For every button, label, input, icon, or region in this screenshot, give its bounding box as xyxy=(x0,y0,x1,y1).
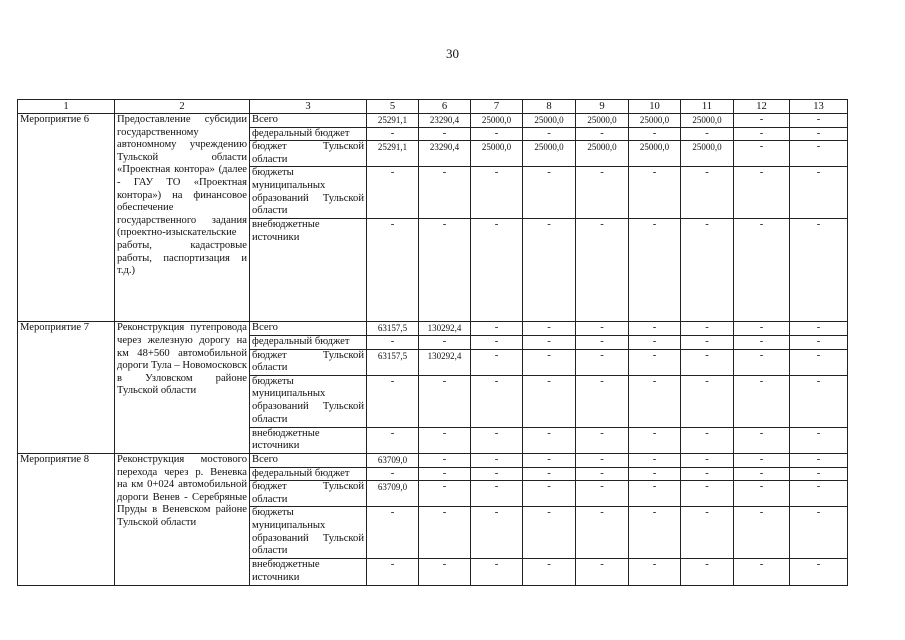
value-cell: - xyxy=(681,127,734,141)
value-cell: - xyxy=(790,507,848,559)
value-cell: - xyxy=(681,167,734,219)
value-cell: 25000,0 xyxy=(681,114,734,128)
value-cell: - xyxy=(471,322,523,336)
table-row xyxy=(18,114,848,128)
value-cell: - xyxy=(790,375,848,427)
value-cell: - xyxy=(629,481,681,507)
value-cell: - xyxy=(576,219,629,322)
value-cell: 25000,0 xyxy=(629,141,681,167)
value-cell: - xyxy=(471,219,523,322)
value-cell: 25291,1 xyxy=(367,141,419,167)
funding-source: бюджет Тульской области xyxy=(250,349,367,375)
table-body xyxy=(18,100,848,586)
header-cell: 13 xyxy=(790,100,848,114)
value-cell: - xyxy=(471,349,523,375)
funding-source: бюджеты муниципальных образований Тульской области xyxy=(250,167,367,219)
header-cell: 10 xyxy=(629,100,681,114)
funding-source: внебюджетные источники xyxy=(250,427,367,453)
value-cell: - xyxy=(523,375,576,427)
value-cell: - xyxy=(629,453,681,467)
value-cell: 25000,0 xyxy=(523,114,576,128)
value-cell: - xyxy=(471,127,523,141)
value-cell: - xyxy=(681,349,734,375)
value-cell: - xyxy=(367,127,419,141)
value-cell: - xyxy=(629,507,681,559)
value-cell: - xyxy=(681,481,734,507)
header-row xyxy=(18,100,848,114)
value-cell: - xyxy=(734,427,790,453)
value-cell: - xyxy=(471,559,523,585)
funding-source: внебюджетные источники xyxy=(250,219,367,322)
measure-description: Реконструкция мостового перехода через р. Веневка на км 0+024 автомобильной дороги Венев - Серебряные Пруды в Веневском районе Тульской области xyxy=(115,453,250,585)
value-cell: - xyxy=(523,559,576,585)
value-cell: - xyxy=(629,349,681,375)
value-cell: - xyxy=(367,427,419,453)
value-cell: - xyxy=(681,219,734,322)
value-cell: 23290,4 xyxy=(419,114,471,128)
value-cell: - xyxy=(471,453,523,467)
value-cell: - xyxy=(734,507,790,559)
value-cell: - xyxy=(576,507,629,559)
measure-name: Мероприятие 8 xyxy=(18,453,115,585)
value-cell: - xyxy=(471,427,523,453)
header-cell: 9 xyxy=(576,100,629,114)
value-cell: - xyxy=(790,467,848,481)
value-cell: - xyxy=(629,322,681,336)
financing-table xyxy=(17,99,848,586)
value-cell: - xyxy=(367,219,419,322)
value-cell: - xyxy=(734,349,790,375)
value-cell: 25000,0 xyxy=(576,141,629,167)
header-cell: 8 xyxy=(523,100,576,114)
value-cell: - xyxy=(734,167,790,219)
value-cell: 25000,0 xyxy=(471,141,523,167)
page-number: 30 xyxy=(446,46,459,61)
value-cell: - xyxy=(419,481,471,507)
value-cell: - xyxy=(367,467,419,481)
value-cell: - xyxy=(576,481,629,507)
value-cell: - xyxy=(576,467,629,481)
value-cell: - xyxy=(790,127,848,141)
value-cell: - xyxy=(367,335,419,349)
value-cell: - xyxy=(471,167,523,219)
value-cell: - xyxy=(471,375,523,427)
value-cell: - xyxy=(790,481,848,507)
value-cell: - xyxy=(367,375,419,427)
value-cell: - xyxy=(734,114,790,128)
funding-source: федеральный бюджет xyxy=(250,467,367,481)
value-cell: 25291,1 xyxy=(367,114,419,128)
value-cell: - xyxy=(734,481,790,507)
funding-source: федеральный бюджет xyxy=(250,335,367,349)
value-cell: - xyxy=(419,559,471,585)
value-cell: - xyxy=(790,114,848,128)
funding-source: бюджеты муниципальных образований Тульской области xyxy=(250,375,367,427)
value-cell: - xyxy=(734,467,790,481)
table-row xyxy=(18,322,848,336)
value-cell: - xyxy=(681,507,734,559)
value-cell: - xyxy=(629,335,681,349)
value-cell: - xyxy=(576,453,629,467)
value-cell: - xyxy=(681,375,734,427)
value-cell: - xyxy=(790,322,848,336)
header-cell: 7 xyxy=(471,100,523,114)
value-cell: - xyxy=(734,453,790,467)
value-cell: - xyxy=(523,467,576,481)
value-cell: 130292,4 xyxy=(419,349,471,375)
header-cell: 1 xyxy=(18,100,115,114)
value-cell: - xyxy=(734,375,790,427)
value-cell: - xyxy=(523,167,576,219)
value-cell: - xyxy=(367,167,419,219)
measure-description: Предоставление субсидии государственному автономному учреждению Тульской области «Проектная контора» (далее - ГАУ ТО «Проектная контора») на финансовое обеспечение государственного задания (проектно-изыскательские работы, кадастровые работы, паспортизация и т.д.) xyxy=(115,114,250,322)
value-cell: - xyxy=(681,453,734,467)
value-cell: - xyxy=(734,219,790,322)
value-cell: - xyxy=(471,481,523,507)
value-cell: - xyxy=(734,559,790,585)
value-cell: - xyxy=(734,141,790,167)
measure-name: Мероприятие 6 xyxy=(18,114,115,322)
value-cell: - xyxy=(629,219,681,322)
value-cell: - xyxy=(367,559,419,585)
value-cell: 23290,4 xyxy=(419,141,471,167)
header-cell: 2 xyxy=(115,100,250,114)
value-cell: 25000,0 xyxy=(629,114,681,128)
measure-description: Реконструкция путепровода через железную дорогу на км 48+560 автомобильной дороги Тула – Новомосковск в Узловском районе Тульской области xyxy=(115,322,250,454)
value-cell: - xyxy=(734,127,790,141)
funding-source: федеральный бюджет xyxy=(250,127,367,141)
value-cell: - xyxy=(523,481,576,507)
value-cell: - xyxy=(790,559,848,585)
funding-source: бюджеты муниципальных образований Тульской области xyxy=(250,507,367,559)
value-cell: - xyxy=(523,219,576,322)
table-row xyxy=(18,453,848,467)
value-cell: 25000,0 xyxy=(576,114,629,128)
value-cell: 25000,0 xyxy=(523,141,576,167)
value-cell: - xyxy=(419,219,471,322)
value-cell: - xyxy=(471,467,523,481)
value-cell: - xyxy=(576,127,629,141)
value-cell: - xyxy=(419,453,471,467)
header-cell: 3 xyxy=(250,100,367,114)
header-cell: 12 xyxy=(734,100,790,114)
value-cell: - xyxy=(790,427,848,453)
header-cell: 6 xyxy=(419,100,471,114)
value-cell: - xyxy=(790,349,848,375)
value-cell: 63709,0 xyxy=(367,481,419,507)
value-cell: - xyxy=(734,335,790,349)
value-cell: - xyxy=(419,335,471,349)
funding-source: Всего xyxy=(250,322,367,336)
funding-source: Всего xyxy=(250,114,367,128)
value-cell: - xyxy=(523,507,576,559)
value-cell: - xyxy=(576,322,629,336)
value-cell: - xyxy=(419,507,471,559)
value-cell: - xyxy=(523,453,576,467)
value-cell: - xyxy=(681,335,734,349)
funding-source: бюджет Тульской области xyxy=(250,481,367,507)
value-cell: - xyxy=(576,559,629,585)
value-cell: - xyxy=(523,322,576,336)
value-cell: - xyxy=(629,127,681,141)
value-cell: - xyxy=(629,167,681,219)
value-cell: - xyxy=(576,375,629,427)
header-cell: 11 xyxy=(681,100,734,114)
value-cell: - xyxy=(471,335,523,349)
funding-source: внебюджетные источники xyxy=(250,559,367,585)
value-cell: - xyxy=(790,335,848,349)
value-cell: - xyxy=(576,427,629,453)
value-cell: - xyxy=(523,427,576,453)
value-cell: - xyxy=(419,427,471,453)
value-cell: - xyxy=(681,559,734,585)
value-cell: - xyxy=(790,141,848,167)
value-cell: - xyxy=(367,507,419,559)
value-cell: - xyxy=(523,127,576,141)
value-cell: - xyxy=(419,467,471,481)
value-cell: 130292,4 xyxy=(419,322,471,336)
value-cell: 63157,5 xyxy=(367,349,419,375)
value-cell: - xyxy=(419,167,471,219)
measure-name: Мероприятие 7 xyxy=(18,322,115,454)
value-cell: 63709,0 xyxy=(367,453,419,467)
value-cell: - xyxy=(681,467,734,481)
value-cell: - xyxy=(790,219,848,322)
value-cell: - xyxy=(681,427,734,453)
value-cell: - xyxy=(576,349,629,375)
value-cell: - xyxy=(629,375,681,427)
value-cell: - xyxy=(629,559,681,585)
value-cell: - xyxy=(576,167,629,219)
value-cell: - xyxy=(629,467,681,481)
value-cell: - xyxy=(576,335,629,349)
value-cell: - xyxy=(681,322,734,336)
value-cell: 63157,5 xyxy=(367,322,419,336)
value-cell: - xyxy=(734,322,790,336)
value-cell: - xyxy=(790,167,848,219)
value-cell: - xyxy=(419,375,471,427)
value-cell: - xyxy=(629,427,681,453)
value-cell: - xyxy=(471,507,523,559)
value-cell: - xyxy=(523,349,576,375)
value-cell: 25000,0 xyxy=(471,114,523,128)
value-cell: - xyxy=(790,453,848,467)
value-cell: - xyxy=(523,335,576,349)
funding-source: Всего xyxy=(250,453,367,467)
value-cell: - xyxy=(419,127,471,141)
header-cell: 5 xyxy=(367,100,419,114)
funding-source: бюджет Тульской области xyxy=(250,141,367,167)
value-cell: 25000,0 xyxy=(681,141,734,167)
